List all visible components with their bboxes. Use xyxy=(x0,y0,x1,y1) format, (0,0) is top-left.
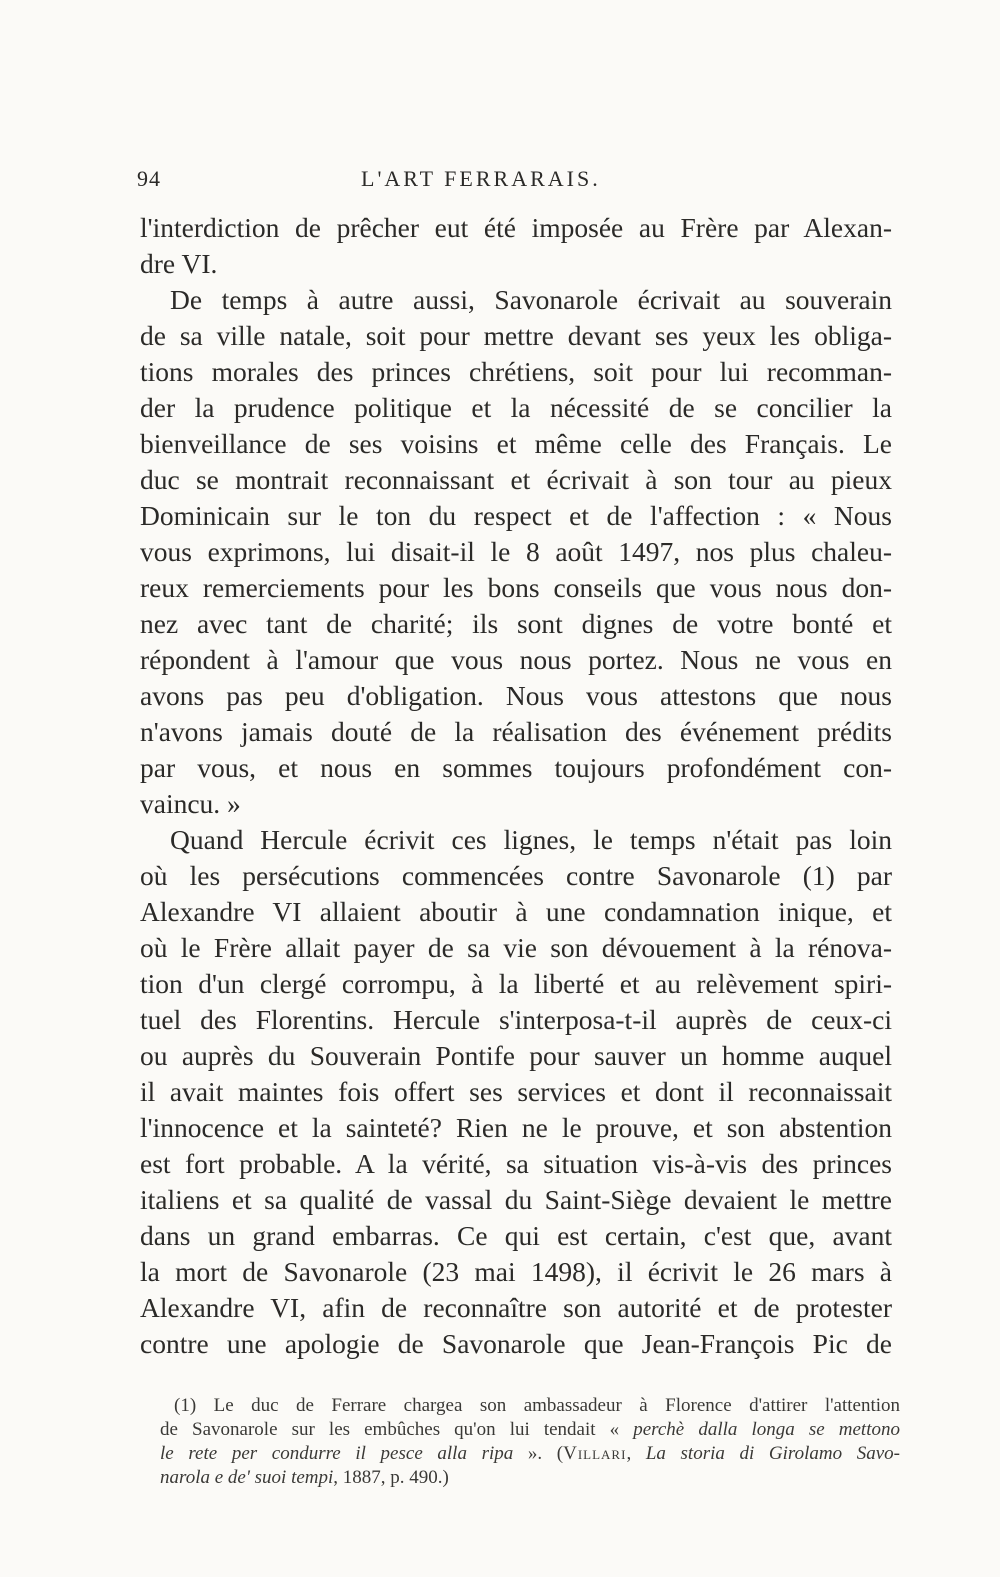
text-line: Alexandre VI allaient aboutir à une condamnation inique, et xyxy=(140,896,892,927)
text-line: vous exprimons, lui disait-il le 8 août 1497, nos plus chaleu- xyxy=(140,536,892,567)
text-line: n'avons jamais douté de la réalisation des événement prédits xyxy=(140,716,892,747)
text-line: il avait maintes fois offert ses services et dont il reconnaissait xyxy=(140,1076,892,1107)
text-line: bienveillance de ses voisins et même celle des Français. Le xyxy=(140,428,892,459)
text-line: Quand Hercule écrivit ces lignes, le temps n'était pas loin xyxy=(170,824,892,855)
page-number: 94 xyxy=(137,166,161,191)
cited-author: Villari xyxy=(563,1443,627,1464)
text-line: Alexandre VI, afin de reconnaître son autorité et de protester xyxy=(140,1292,892,1323)
text-line: dans un grand embarras. Ce qui est certain, c'est que, avant xyxy=(140,1220,892,1251)
text-line: tion d'un clergé corrompu, à la liberté et au relèvement spiri- xyxy=(140,968,892,999)
cited-title: La storia di Girolamo Savo- xyxy=(645,1443,901,1464)
footnote-marker: (1) xyxy=(174,1395,197,1416)
italian-quote: le rete per condurre il pesce alla ripa xyxy=(160,1443,514,1464)
text-line: par vous, et nous en sommes toujours profondément con- xyxy=(140,752,892,783)
footnote-text: ». ( xyxy=(513,1443,564,1464)
text-line: Dominicain sur le ton du respect et de l'affection : « Nous xyxy=(140,500,892,531)
running-title: L'ART FERRARAIS. xyxy=(361,166,601,191)
footnote-line xyxy=(160,1394,900,1418)
text-line: la mort de Savonarole (23 mai 1498), il écrivit le 26 mars à xyxy=(140,1256,892,1287)
cited-title: narola e de' suoi tempi xyxy=(160,1467,334,1488)
footnote-text: , 1887, p. 490.) xyxy=(333,1467,449,1488)
text-line: de sa ville natale, soit pour mettre devant ses yeux les obliga- xyxy=(140,320,892,351)
footnote-line xyxy=(160,1442,900,1466)
text-line: italiens et sa qualité de vassal du Saint-Siège devaient le mettre xyxy=(140,1184,892,1215)
text-line: duc se montrait reconnaissant et écrivait à son tour au pieux xyxy=(140,464,892,495)
text-line: répondent à l'amour que vous nous portez. Nous ne vous en xyxy=(140,644,892,675)
footnote-text: , xyxy=(626,1443,646,1464)
footnote-line xyxy=(160,1466,900,1490)
footnote-text: de Savonarole sur les embûches qu'on lui tendait « xyxy=(160,1419,634,1440)
text-line: tions morales des princes chrétiens, soit pour lui recomman- xyxy=(140,356,892,387)
text-line: ou auprès du Souverain Pontife pour sauver un homme auquel xyxy=(140,1040,892,1071)
footnote-text: Le duc de Ferrare chargea son ambassadeur à Florence d'attirer l'attention xyxy=(213,1395,900,1416)
text-line: der la prudence politique et la nécessité de se concilier la xyxy=(140,392,892,423)
text-line: est fort probable. A la vérité, sa situation vis-à-vis des princes xyxy=(140,1148,892,1179)
text-line: l'innocence et la sainteté? Rien ne le prouve, et son abstention xyxy=(140,1112,892,1143)
text-line: où le Frère allait payer de sa vie son dévouement à la rénova- xyxy=(140,932,892,963)
text-line: nez avec tant de charité; ils sont dignes de votre bonté et xyxy=(140,608,892,639)
text-line: reux remerciements pour les bons conseils que vous nous don- xyxy=(140,572,892,603)
text-line: De temps à autre aussi, Savonarole écrivait au souverain xyxy=(170,284,892,315)
text-line: avons pas peu d'obligation. Nous vous attestons que nous xyxy=(140,680,892,711)
text-line: contre une apologie de Savonarole que Jean-François Pic de xyxy=(140,1328,892,1359)
footnote-line xyxy=(160,1418,900,1442)
text-line: tuel des Florentins. Hercule s'interposa-t-il auprès de ceux-ci xyxy=(140,1004,892,1035)
text-line: l'interdiction de prêcher eut été imposée au Frère par Alexan- xyxy=(140,212,892,243)
text-line: vaincu. » xyxy=(140,788,241,819)
text-line: dre VI. xyxy=(140,248,218,279)
italian-quote: perchè dalla longa se mettono xyxy=(633,1419,900,1440)
text-line: où les persécutions commencées contre Savonarole (1) par xyxy=(140,860,892,891)
